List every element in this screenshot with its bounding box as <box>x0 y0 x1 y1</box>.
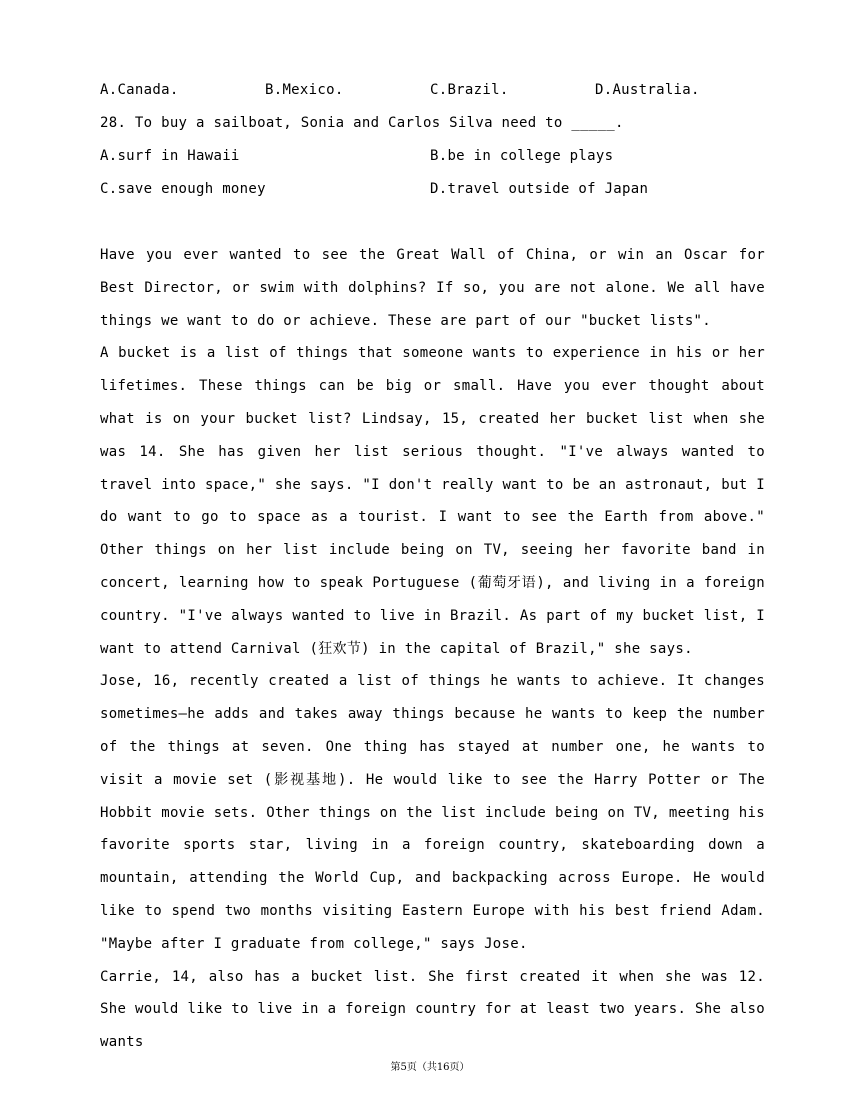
q27-option-b[interactable]: B.Mexico. <box>265 82 344 98</box>
q28-option-b[interactable]: B.be in college plays <box>430 148 614 164</box>
q27-option-d[interactable]: D.Australia. <box>595 82 700 98</box>
q27-option-c[interactable]: C.Brazil. <box>430 82 509 98</box>
q28-option-a[interactable]: A.surf in Hawaii <box>100 148 240 164</box>
passage-paragraph-4: Carrie, 14, also has a bucket list. She first created it when she was 12. She would like to live in a foreign country for at least two years. She also wants <box>100 968 765 1051</box>
q27-options-row <box>100 74 765 107</box>
document-page <box>100 74 765 1059</box>
q28-options-row-2 <box>100 173 765 206</box>
passage-paragraph-1: Have you ever wanted to see the Great Wall of China, or win an Oscar for Best Director, or swim with dolphins? If so, you are not alone. We all have things we want to do or achieve. These are part of our "bucket lists". <box>100 247 765 329</box>
section-gap <box>100 206 765 239</box>
q28-stem: 28. To buy a sailboat, Sonia and Carlos Silva need to _____. <box>100 115 624 131</box>
passage-paragraph-2: A bucket is a list of things that someone wants to experience in his or her lifetimes. These things can be big or small. Have you ever thought about what is on your bucket list? Lindsay, 15, created her bucket list when she was 14. She has given her list serious thought. "I've always wanted to travel into space," she says. "I don't really want to be an astronaut, but I do want to go to space as a tourist. I want to see the Earth from above." Other things on her list include being on TV, seeing her favorite band in concert, learning how to speak Portuguese (葡萄牙语), and living in a foreign country. "I've always wanted to live in Brazil. As part of my bucket list, I want to attend Carnival (狂欢节) in the capital of Brazil," she says. <box>100 345 765 657</box>
passage-paragraph-3: Jose, 16, recently created a list of things he wants to achieve. It changes sometimes—he adds and takes away things because he wants to keep the number of the things at seven. One thing has stayed at number one, he wants to visit a movie set (影视基地). He would like to see the Harry Potter or The Hobbit movie sets. Other things on the list include being on TV, meeting his favorite sports star, living in a foreign country, skateboarding down a mountain, attending the World Cup, and backpacking across Europe. He would like to spend two months visiting Eastern Europe with his best friend Adam. "Maybe after I graduate from college," says Jose. <box>100 673 765 952</box>
q27-option-a[interactable]: A.Canada. <box>100 82 179 98</box>
page-footer: 第5页（共16页） <box>390 1062 470 1073</box>
q28-options-row-1 <box>100 140 765 173</box>
q28-option-d[interactable]: D.travel outside of Japan <box>430 181 649 197</box>
q28-option-c[interactable]: C.save enough money <box>100 181 266 197</box>
